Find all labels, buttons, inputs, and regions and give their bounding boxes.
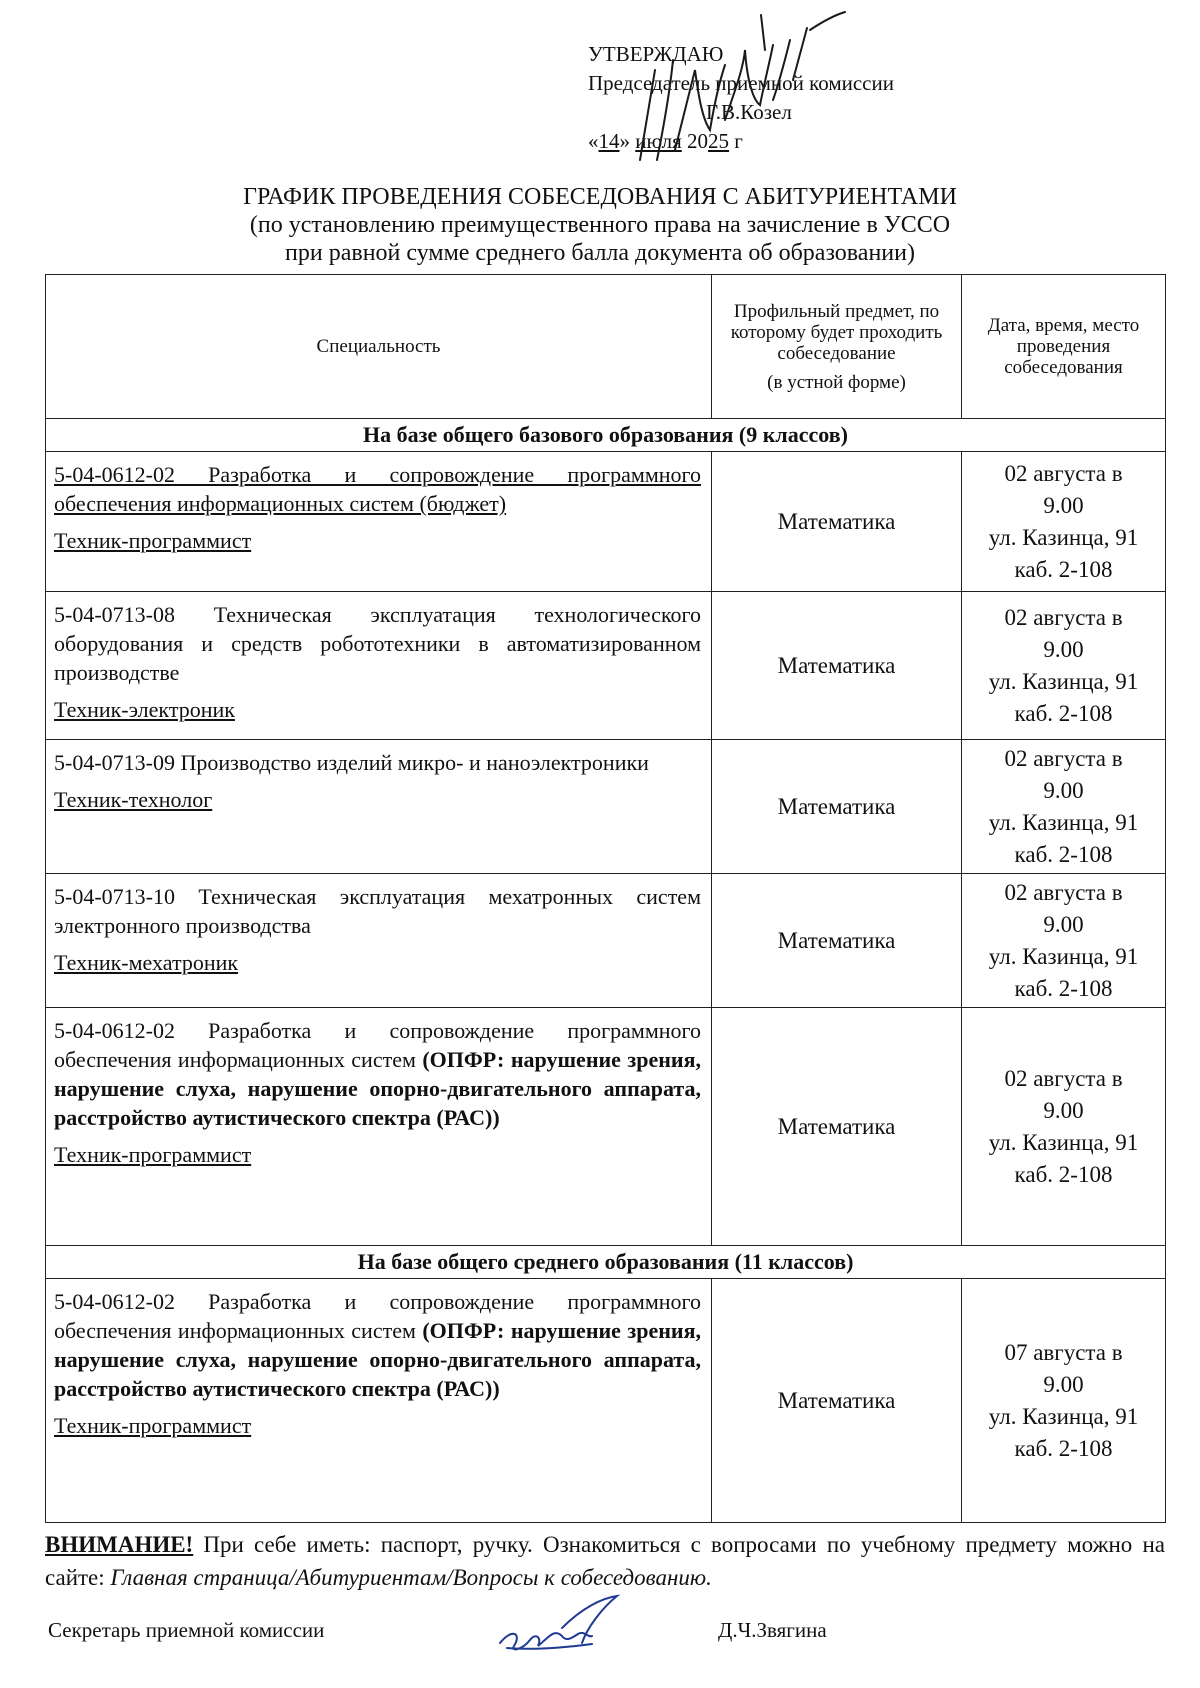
subject-cell: Математика xyxy=(712,740,962,874)
schedule-cell: 02 августа в 9.00 ул. Казинца, 91 каб. 2-108 xyxy=(962,592,1166,740)
approval-name: Г.В.Козел xyxy=(706,100,792,124)
specialty-cell xyxy=(46,874,712,1008)
qualification-text: Техник-программист xyxy=(54,1413,252,1438)
subject-cell: Математика xyxy=(712,452,962,592)
table-row xyxy=(46,1008,1166,1246)
document-heading xyxy=(0,183,1200,267)
schedule-cell: 02 августа в 9.00 ул. Казинца, 91 каб. 2-108 xyxy=(962,740,1166,874)
header-datetime: Дата, время, место проведения собеседования xyxy=(962,275,1166,419)
document-title: ГРАФИК ПРОВЕДЕНИЯ СОБЕСЕДОВАНИЯ С АБИТУРИЕНТАМИ xyxy=(243,184,957,210)
schedule-cell: 02 августа в 9.00 ул. Казинца, 91 каб. 2-108 xyxy=(962,1008,1166,1246)
attention-label: ВНИМАНИЕ! xyxy=(45,1532,194,1557)
table-row xyxy=(46,1279,1166,1523)
section-title-11: На базе общего среднего образования (11 классов) xyxy=(46,1246,1166,1279)
table-row xyxy=(46,452,1166,592)
approval-date-month: июля xyxy=(635,129,682,153)
specialty-text: 5-04-0612-02 Разработка и сопровождение программного обеспечения информационных систем (ОПФР: нарушение зрения, нарушение слуха, нарушение опорно-двигательного аппарата, расстройство аутистического спектра (РАС)) xyxy=(54,1289,701,1401)
qualification-text: Техник-программист xyxy=(54,1142,252,1167)
specialty-cell xyxy=(46,592,712,740)
subject-cell: Математика xyxy=(712,592,962,740)
document-subtitle-line1: (по установлению преимущественного права на зачисление в УССО xyxy=(249,212,951,238)
approval-position: Председатель приемной комиссии xyxy=(588,71,894,95)
specialty-bold-note: (ОПФР: нарушение зрения, нарушение слуха, нарушение опорно-двигательного аппарата, расстройство аутистического спектра (РАС)) xyxy=(54,1318,701,1401)
specialty-cell xyxy=(46,452,712,592)
header-subject xyxy=(712,275,962,419)
schedule-cell: 02 августа в 9.00 ул. Казинца, 91 каб. 2-108 xyxy=(962,452,1166,592)
secretary-name: Д.Ч.Звягина xyxy=(718,1618,827,1642)
specialty-text: 5-04-0612-02 Разработка и сопровождение программного обеспечения информационных систем (бюджет) xyxy=(54,462,701,516)
qualification-text: Техник-электроник xyxy=(54,697,235,722)
subject-cell: Математика xyxy=(712,1008,962,1246)
table-header-row xyxy=(46,275,1166,419)
subject-cell: Математика xyxy=(712,874,962,1008)
table-row xyxy=(46,740,1166,874)
qualification-text: Техник-мехатроник xyxy=(54,950,239,975)
specialty-cell xyxy=(46,1008,712,1246)
approval-date-year: 25 xyxy=(708,129,730,153)
subject-cell: Математика xyxy=(712,1279,962,1523)
attention-note xyxy=(45,1528,1165,1594)
header-subject-note: (в устной форме) xyxy=(767,371,906,393)
qualification-text: Техник-программист xyxy=(54,528,252,553)
specialty-text: 5-04-0713-08 Техническая эксплуатация технологического оборудования и средств робототехники в автоматизированном производстве xyxy=(54,602,701,685)
schedule-cell: 07 августа в 9.00 ул. Казинца, 91 каб. 2-108 xyxy=(962,1279,1166,1523)
section-row-11 xyxy=(46,1246,1166,1279)
schedule-cell: 02 августа в 9.00 ул. Казинца, 91 каб. 2-108 xyxy=(962,874,1166,1008)
specialty-cell xyxy=(46,740,712,874)
chairman-signature xyxy=(595,10,855,175)
secretary-title: Секретарь приемной комиссии xyxy=(48,1618,325,1642)
attention-text: При себе иметь: паспорт, ручку. Ознакомиться с вопросами по учебному предмету можно на сайте: xyxy=(45,1532,1165,1590)
specialty-text: 5-04-0713-09 Производство изделий микро- и наноэлектроники xyxy=(54,750,649,775)
specialty-text: 5-04-0612-02 Разработка и сопровождение программного обеспечения информационных систем (ОПФР: нарушение зрения, нарушение слуха, нарушение опорно-двигательного аппарата, расстройство аутистического спектра (РАС)) xyxy=(54,1018,701,1130)
approval-date-day: 14 xyxy=(598,129,620,153)
specialty-cell xyxy=(46,1279,712,1523)
approval-date: «14» июля 2025 г xyxy=(588,129,743,153)
table-row xyxy=(46,874,1166,1008)
table-row xyxy=(46,592,1166,740)
specialty-text: 5-04-0713-10 Техническая эксплуатация мехатронных систем электронного производства xyxy=(54,884,701,938)
schedule-table xyxy=(45,274,1166,1523)
section-title-9: На базе общего базового образования (9 классов) xyxy=(46,419,1166,452)
document-subtitle-line2: при равной сумме среднего балла документа об образовании) xyxy=(285,240,915,266)
specialty-bold-note: (ОПФР: нарушение зрения, нарушение слуха, нарушение опорно-двигательного аппарата, расстройство аутистического спектра (РАС)) xyxy=(54,1047,701,1130)
section-row-9 xyxy=(46,419,1166,452)
approval-title: УТВЕРЖДАЮ xyxy=(588,42,724,66)
header-specialty: Специальность xyxy=(46,275,712,419)
header-subject-main: Профильный предмет, по которому будет проходить собеседование xyxy=(730,300,943,364)
site-path: Главная страница/Абитуриентам/Вопросы к собеседованию. xyxy=(110,1565,712,1590)
qualification-text: Техник-технолог xyxy=(54,787,213,812)
secretary-signature xyxy=(492,1588,632,1658)
